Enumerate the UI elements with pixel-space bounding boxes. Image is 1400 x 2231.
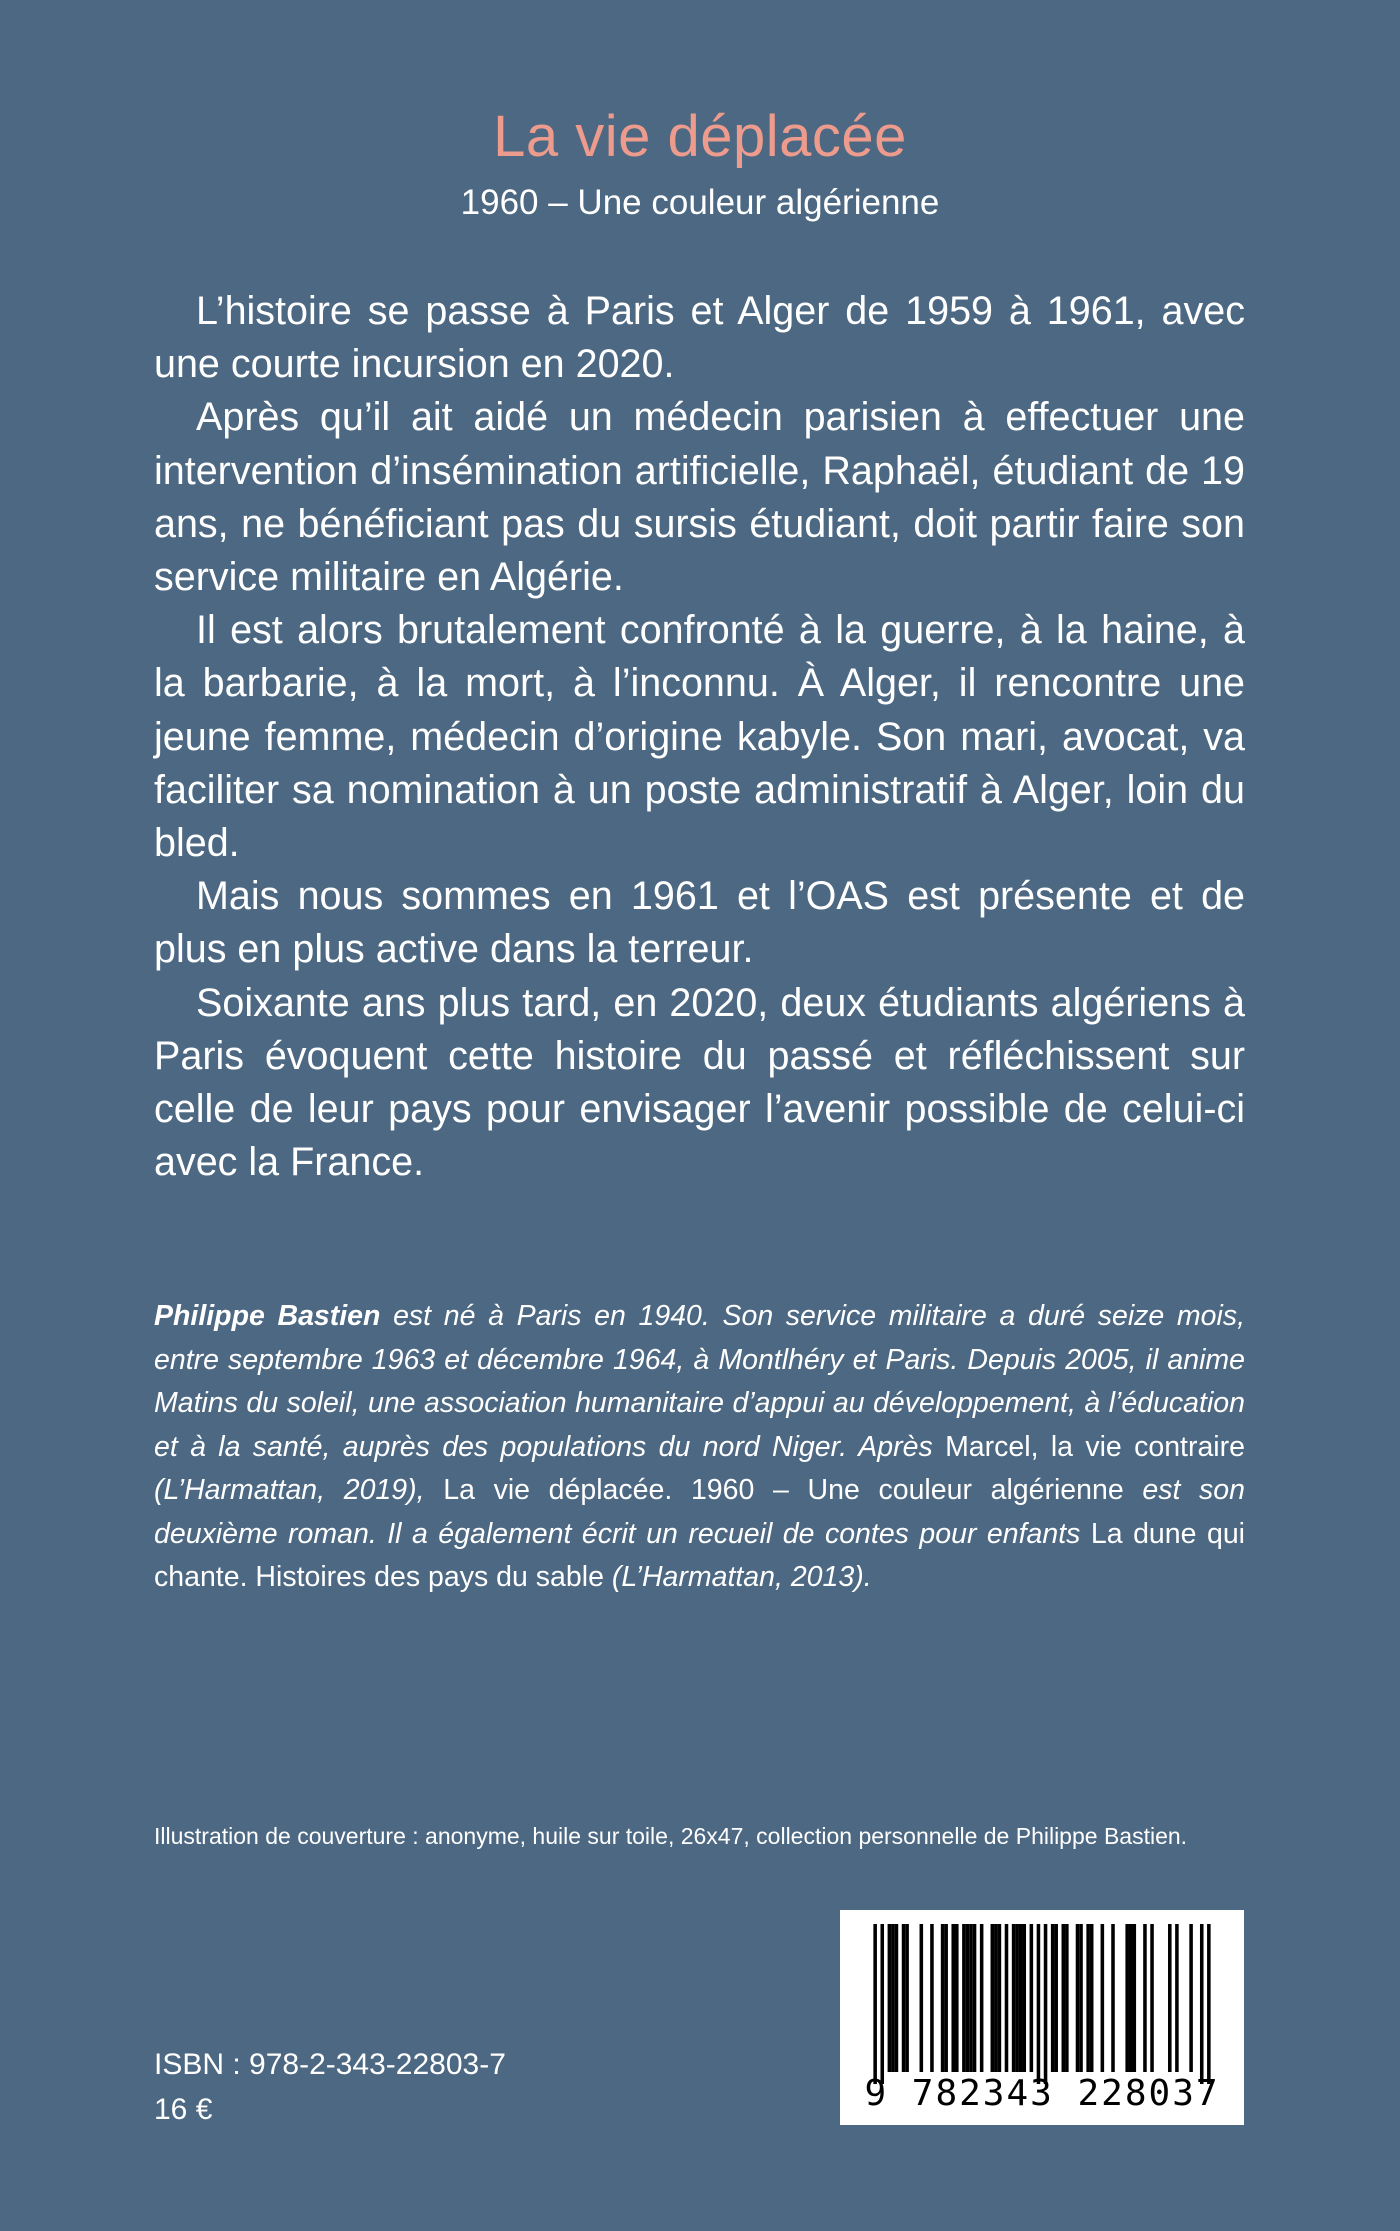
barcode-bar <box>920 1924 924 2072</box>
bio-segment: est son deuxième roman. Il a également écrit un recueil de contes pour enfants <box>154 1474 1246 1550</box>
barcode-bar <box>1062 1924 1066 2072</box>
barcode-bar <box>1030 1924 1034 2072</box>
author-bio <box>154 1295 1245 1600</box>
barcode-bar <box>955 1924 959 2072</box>
bio-segment: (L’Harmattan, 2019), <box>154 1474 444 1506</box>
book-subtitle: 1960 – Une couleur algérienne <box>460 183 940 222</box>
barcode-bar <box>1019 1924 1023 2072</box>
barcode-bar <box>873 1924 877 2084</box>
barcode-bar <box>1015 1924 1019 2072</box>
barcode-bar <box>1022 1924 1026 2072</box>
barcode-bar <box>951 1924 955 2072</box>
book-title: La vie déplacée <box>493 104 907 169</box>
barcode <box>840 1910 1244 2125</box>
barcode-bar <box>1044 1924 1048 2084</box>
barcode-bar <box>966 1924 970 2072</box>
bio-segment: (L’Harmattan, 2013). <box>603 1561 872 1593</box>
barcode-bar <box>1051 1924 1055 2072</box>
illustration-credit: Illustration de couverture : anonyme, huile sur toile, 26x47, collection personnelle de Philippe Bastien. <box>154 1823 1188 1849</box>
summary-paragraph: Après qu’il ait aidé un médecin parisien à effectuer une intervention d’insémination artificielle, Raphaël, étudiant de 19 ans, ne bénéficiant pas du sursis étudiant, doit partir faire son service militaire en Algérie. <box>154 395 1245 600</box>
barcode-bar <box>1175 1924 1179 2072</box>
barcode-bar <box>998 1924 1002 2072</box>
barcode-bar <box>1200 1924 1204 2084</box>
barcode-bar <box>1079 1924 1083 2072</box>
price-text: 16 € <box>154 2093 213 2126</box>
barcode-bar <box>1150 1924 1154 2072</box>
author-name: Philippe Bastien <box>154 1300 381 1332</box>
barcode-bar <box>1005 1924 1009 2072</box>
summary-paragraph: Soixante ans plus tard, en 2020, deux étudiants algériens à Paris évoquent cette histoire du passé et réfléchissent sur celle de leur pays pour envisager l’avenir possible de celui-ci avec la France. <box>154 980 1245 1185</box>
bio-work-title: La dune qui chante. Histoires des pays du sable <box>154 1517 1245 1593</box>
barcode-bar <box>994 1924 998 2072</box>
barcode-bar <box>941 1924 945 2072</box>
summary-paragraph: Mais nous sommes en 1961 et l’OAS est présente et de plus en plus active dans la terreur. <box>154 874 1245 972</box>
barcode-bar <box>980 1924 984 2072</box>
summary-text <box>154 285 1245 1189</box>
barcode-bar <box>902 1924 906 2072</box>
barcode-bar <box>930 1924 934 2072</box>
barcode-bar <box>969 1924 973 2072</box>
barcode-bar <box>1101 1924 1105 2072</box>
bio-segment: est né à Paris en 1940. Son service militaire a duré seize mois, entre septembre 1963 et décembre 1964, à Montlhéry et Paris. Depuis 2005, il anime Matins du soleil, une association humanitaire d’appui au développement, à l’éducation et à la santé, auprès des populations du nord Niger. Après <box>154 1300 1245 1463</box>
barcode-bar <box>888 1924 892 2072</box>
barcode-bar <box>1090 1924 1094 2072</box>
barcode-bar <box>1012 1924 1016 2072</box>
barcode-bar <box>891 1924 895 2072</box>
barcode-bar <box>1133 1924 1137 2072</box>
barcode-bar <box>944 1924 948 2072</box>
barcode-bar <box>1037 1924 1041 2084</box>
barcode-bar <box>880 1924 884 2084</box>
summary-paragraph: L’histoire se passe à Paris et Alger de 1959 à 1961, avec une courte incursion en 2020. <box>154 289 1245 387</box>
barcode-bar <box>905 1924 909 2072</box>
barcode-bar <box>895 1924 899 2072</box>
barcode-bar <box>1125 1924 1129 2072</box>
barcode-bar <box>1065 1924 1069 2072</box>
barcode-bar <box>1168 1924 1172 2072</box>
barcode-bar <box>1189 1924 1193 2072</box>
summary-paragraph: Il est alors brutalement confronté à la guerre, à la haine, à la barbarie, à la mort, à l’inconnu. À Alger, il rencontre une jeune femme, médecin d’origine kabyle. Son mari, avocat, va faciliter sa nomination à un poste administratif à Alger, loin du bled. <box>154 608 1245 866</box>
barcode-bar <box>973 1924 977 2072</box>
barcode-bar <box>1143 1924 1147 2072</box>
barcode-bar <box>1086 1924 1090 2072</box>
barcode-bar <box>962 1924 966 2072</box>
barcode-bar <box>1054 1924 1058 2072</box>
barcode-bar <box>1129 1924 1133 2072</box>
bio-work-title: Marcel, la vie contraire <box>945 1430 1245 1463</box>
barcode-digits: 9 782343 228037 <box>864 2073 1220 2114</box>
barcode-bar <box>1111 1924 1115 2072</box>
barcode-bar <box>991 1924 995 2072</box>
barcode-bar <box>1076 1924 1080 2072</box>
barcode-bar <box>1207 1924 1211 2084</box>
isbn-text: ISBN : 978-2-343-22803-7 <box>154 2048 506 2081</box>
bio-work-title: La vie déplacée. 1960 – Une couleur algérienne <box>443 1474 1124 1506</box>
